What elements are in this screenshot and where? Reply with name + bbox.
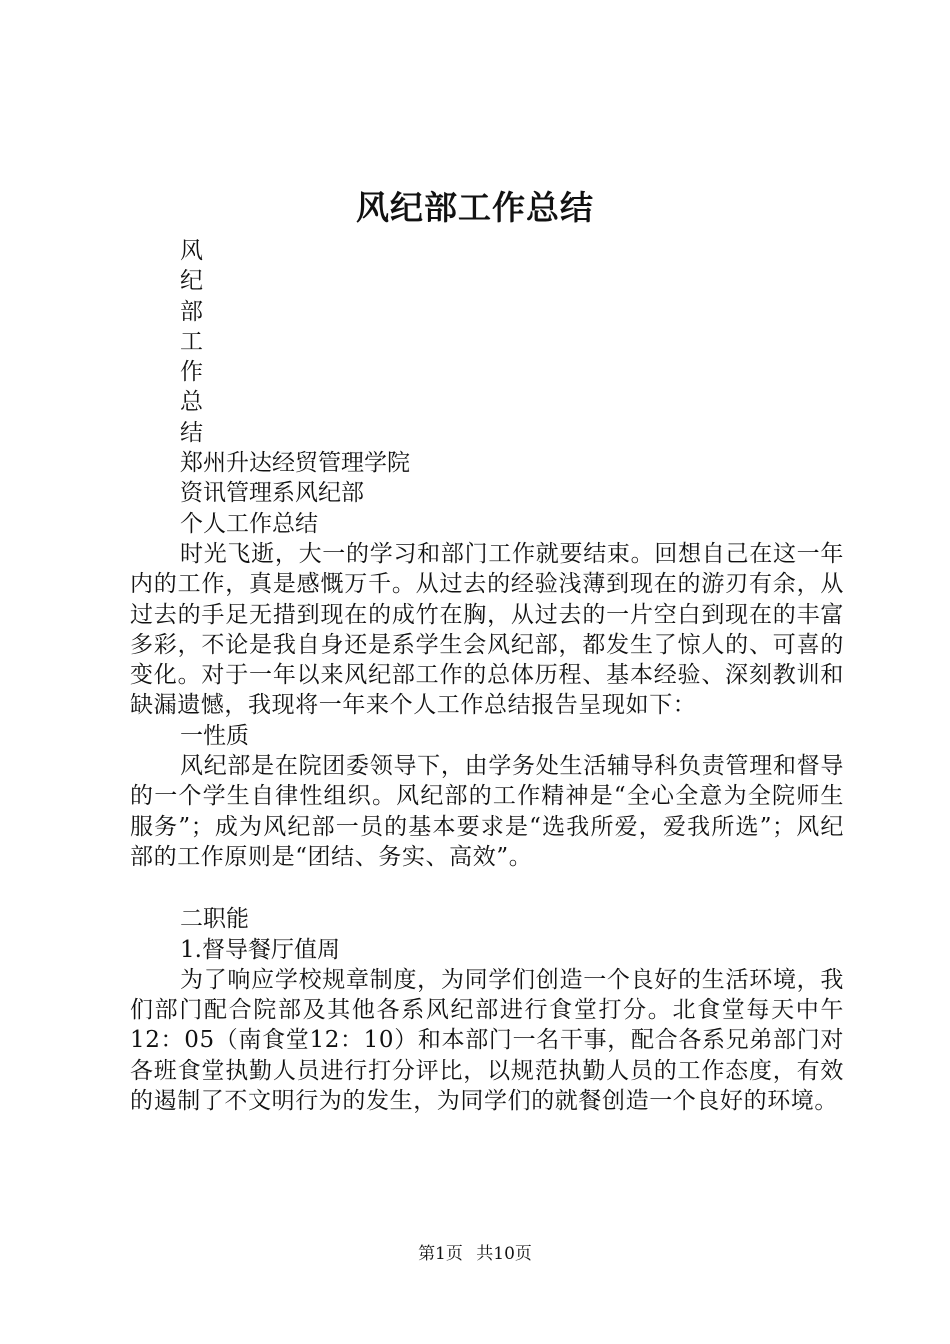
intro-paragraph: 时光飞逝，大一的学习和部门工作就要结束。回想自己在这一年内的工作，真是感慨万千。从过去的经验浅薄到现在的游刃有余，从过去的手足无措到现在的成竹在胸，从过去的一片空白到现在的丰富多彩，不论是我自身还是系学生会风纪部，都发生了惊人的、可喜的变化。对于一年以来风纪部工作的总体历程、基本经验、深刻教训和缺漏遗憾，我现将一年来个人工作总结报告呈现如下： [130,540,844,719]
section1-heading: 一性质 [180,722,249,749]
vertical-title-char: 部 [180,298,203,325]
page-total: 共10页 [476,1244,532,1264]
vertical-title-char: 风 [180,238,203,264]
section2-heading: 二职能 [180,906,249,933]
vertical-title-char: 纪 [180,268,203,295]
document-title: 风纪部工作总结 [356,188,594,227]
department-name: 资讯管理系风纪部 [180,480,364,507]
vertical-title-char: 工 [180,328,203,355]
section2-paragraph: 为了响应学校规章制度，为同学们创造一个良好的生活环境，我们部门配合院部及其他各系风纪部进行食堂打分。北食堂每天中午12：05（南食堂12：10）和本部门一名干事，配合各系兄弟部门对各班食堂执勤人员进行打分评比，以规范执勤人员的工作态度，有效的遏制了不文明行为的发生，为同学们的就餐创造一个良好的环境。 [130,966,844,1115]
vertical-title-char: 作 [180,359,203,386]
vertical-title-char: 结 [180,419,203,446]
document-subtitle: 个人工作总结 [180,510,318,537]
page-number: 第1页 [418,1244,463,1264]
school-name: 郑州升达经贸管理学院 [180,450,410,477]
vertical-title-char: 总 [180,389,203,416]
blank-line [130,872,844,904]
section1-paragraph: 风纪部是在院团委领导下，由学务处生活辅导科负责管理和督导的一个学生自律性组织。风纪部的工作精神是“全心全意为全院师生服务”；成为风纪部一员的基本要求是“选我所爱，爱我所选”；风纪部的工作原则是“团结、务实、高效”。 [130,753,844,870]
document-body [130,236,844,1116]
page-footer [0,1242,950,1266]
vertical-title [130,236,844,448]
section2-subheading: 1.督导餐厅值周 [180,936,340,963]
